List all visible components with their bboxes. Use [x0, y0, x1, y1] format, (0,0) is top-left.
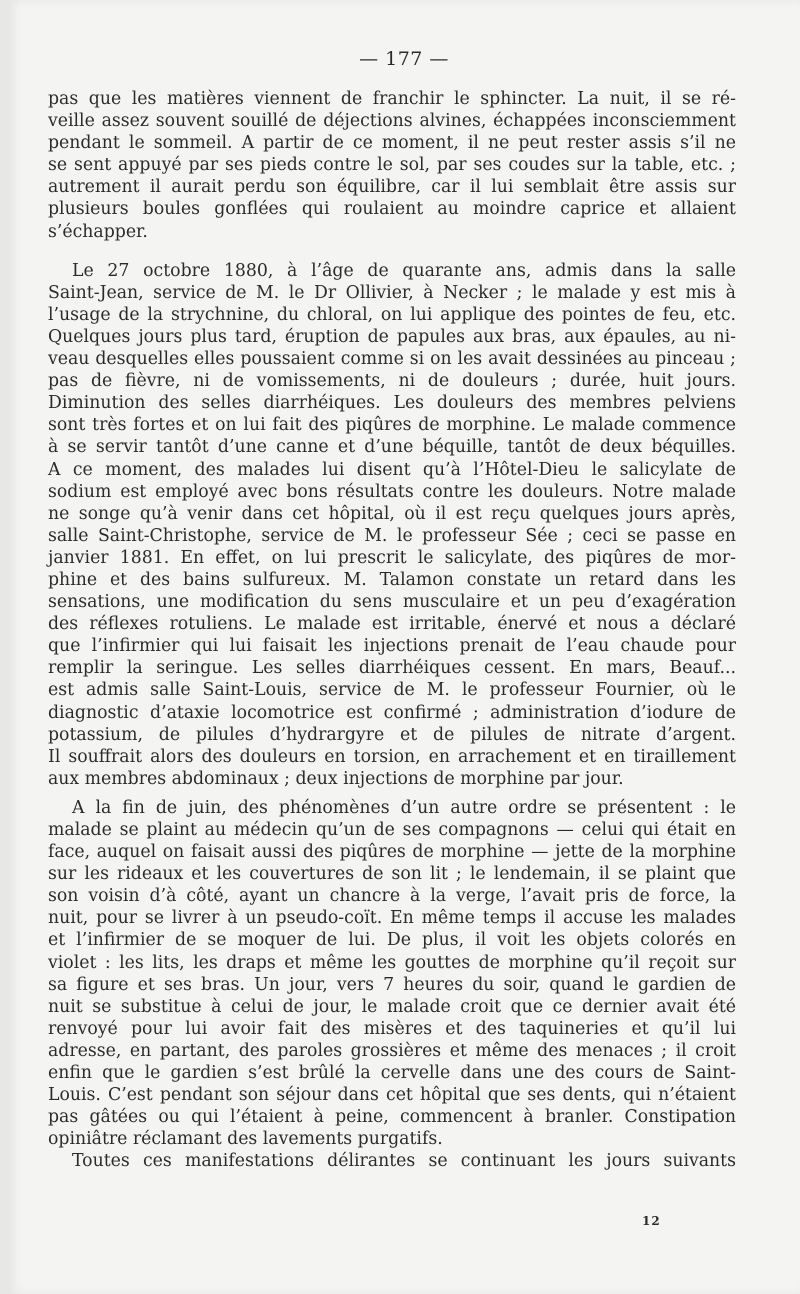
- text-line: des réflexes rotuliens. Le malade est irritable, énervé et nous a déclaré: [48, 614, 736, 635]
- text-line: et l’infirmier de se moquer de lui. De plus, il voit les objets colorés en: [48, 930, 736, 951]
- text-line: adresse, en partant, des paroles grossières et même des menaces ; il croit: [48, 1040, 736, 1061]
- text-line: Quelques jours plus tard, éruption de papules aux bras, aux épaules, au ni-: [48, 326, 736, 347]
- text-line: pas que les matières viennent de franchir le sphincter. La nuit, il se ré-: [48, 89, 736, 109]
- paragraph-2: [48, 260, 736, 790]
- paragraph-gap: [48, 243, 736, 260]
- text-line: aux membres abdominaux ; deux injections de morphine par jour.: [48, 768, 624, 789]
- text-line: Il souffrait alors des douleurs en torsion, en arrachement et en tiraillement: [48, 746, 736, 767]
- text-line: autrement il aurait perdu son équilibre, car il lui semblait être assis sur: [48, 177, 736, 198]
- text-line: sur les rideaux et les couvertures de son lit ; le lendemain, il se plaint que: [48, 864, 736, 885]
- text-line: A ce moment, des malades lui disent qu’à l’Hôtel-Dieu le salicylate de: [48, 459, 736, 480]
- text-line: Le 27 octobre 1880, à l’âge de quarante ans, admis dans la salle: [72, 260, 736, 281]
- paragraph-3: [48, 797, 736, 1151]
- text-line: janvier 1881. En effet, on lui prescrit le salicylate, des piqûres de mor-: [48, 547, 736, 568]
- text-line: sensations, une modification du sens musculaire et un peu d’exagération: [48, 592, 736, 613]
- text-line: Diminution des selles diarrhéiques. Les douleurs des membres pelviens: [48, 393, 736, 414]
- text-line: potassium, de pilules d’hydrargyre et de pilules de nitrate d’argent.: [48, 724, 736, 745]
- book-page: [8, 0, 800, 1294]
- text-line: sodium est employé avec bons résultats contre les douleurs. Notre malade: [48, 481, 736, 502]
- text-line: l’usage de la strychnine, du chloral, on lui applique des pointes de feu, etc.: [48, 304, 736, 325]
- text-line: veille assez souvent souillé de déjections alvines, échappées inconsciemment: [48, 111, 736, 132]
- signature-mark: 12: [642, 1214, 661, 1228]
- text-line: salle Saint-Christophe, service de M. le professeur Sée ; ceci se passe en: [48, 525, 736, 546]
- text-line: sa figure et ses bras. Un jour, vers 7 heures du soir, quand le gardien de: [48, 974, 736, 995]
- page-text: [48, 88, 736, 1173]
- text-line: enfin que le gardien s’est brûlé la cervelle dans une des cours de Saint-: [48, 1063, 736, 1084]
- text-line: veau desquelles elles poussaient comme si on les avait dessinées au pinceau ;: [48, 349, 736, 370]
- text-line: violet : les lits, les draps et même les gouttes de morphine qu’il reçoit sur: [48, 952, 736, 973]
- text-line: A la fin de juin, des phénomènes d’un autre ordre se présentent : le: [72, 797, 736, 818]
- text-line: Saint-Jean, service de M. le Dr Ollivier, à Necker ; le malade y est mis à: [48, 282, 736, 303]
- text-line: que l’infirmier qui lui faisait les injections prenait de l’eau chaude pour: [48, 636, 736, 657]
- text-line: nuit, pour se livrer à un pseudo-coït. En même temps il accuse les malades: [48, 908, 736, 929]
- text-line: sont très fortes et on lui fait des piqûres de morphine. Le malade commence: [48, 415, 736, 436]
- text-line: pas gâtées ou qui l’étaient à peine, commencent à branler. Constipation: [48, 1107, 736, 1128]
- text-line: phine et des bains sulfureux. M. Talamon constate un retard dans les: [48, 569, 736, 590]
- scan-left-edge: [0, 0, 8, 1294]
- text-line: diagnostic d’ataxie locomotrice est confirmé ; administration d’iodure de: [48, 702, 736, 723]
- text-line: à se servir tantôt d’une canne et d’une béquille, tantôt de deux béquilles.: [48, 437, 736, 458]
- text-line: Louis. C’est pendant son séjour dans cet hôpital que ses dents, qui n’étaient: [48, 1085, 736, 1106]
- text-line: plusieurs boules gonflées qui roulaient au moindre caprice et allaient: [48, 199, 736, 220]
- text-line: face, auquel on faisait aussi des piqûres de morphine — jette de la morphine: [48, 842, 736, 863]
- paragraph-4: [48, 1150, 736, 1172]
- text-line: pas de fièvre, ni de vomissements, ni de douleurs ; durée, huit jours.: [48, 371, 736, 392]
- text-line: pendant le sommeil. A partir de ce moment, il ne peut rester assis s’il ne: [48, 133, 736, 154]
- text-line: opiniâtre réclamant des lavements purgatifs.: [48, 1129, 443, 1150]
- text-line: se sent appuyé par ses pieds contre le sol, par ses coudes sur la table, etc. ;: [48, 155, 736, 176]
- text-line: est admis salle Saint-Louis, service de M. le professeur Fournier, où le: [48, 680, 736, 701]
- text-line: ne songe qu’à venir dans cet hôpital, où il est reçu quelques jours après,: [48, 503, 736, 524]
- text-line: Toutes ces manifestations délirantes se continuant les jours suivants: [72, 1151, 736, 1172]
- text-line: malade se plaint au médecin qu’un de ses compagnons — celui qui était en: [48, 820, 736, 840]
- text-line: remplir la seringue. Les selles diarrhéiques cessent. En mars, Beauf...: [48, 658, 736, 679]
- page-number: — 177 —: [359, 48, 449, 70]
- paragraph-1: [48, 88, 736, 243]
- text-line: son voisin d’à côté, ayant un chancre à la verge, l’avait pris de force, la: [48, 886, 736, 907]
- text-line: nuit se substitue à celui de jour, le malade croit que ce dernier avait été: [48, 996, 736, 1017]
- text-line: s’échapper.: [48, 221, 148, 242]
- text-line: renvoyé pour lui avoir fait des misères et des taquineries et qu’il lui: [48, 1018, 736, 1039]
- paragraph-gap: [48, 790, 736, 797]
